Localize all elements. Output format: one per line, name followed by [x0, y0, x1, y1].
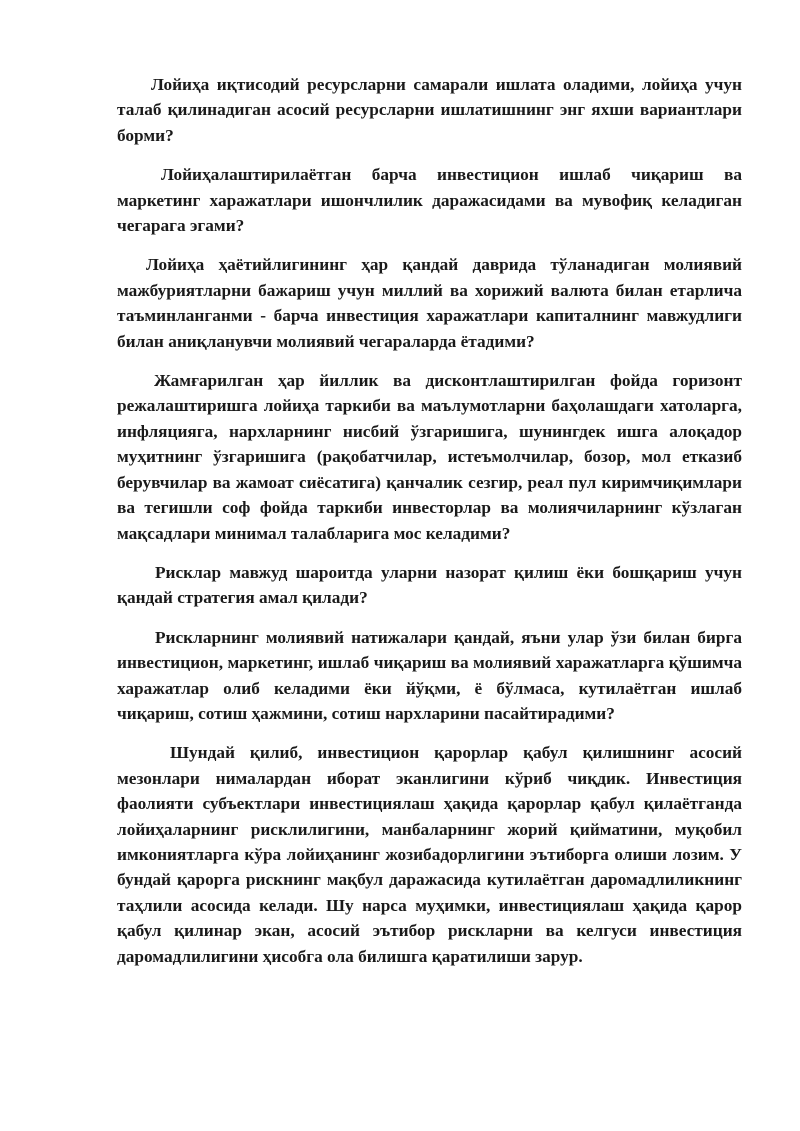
paragraph-5: Рисклар мавжуд шароитда уларни назорат қилиш ёки бошқариш учун қандай стратегия амал қилади? [117, 562, 742, 608]
paragraph-6: Рискларнинг молиявий натижалари қандай, яъни улар ўзи билан бирга инвестицион, маркетинг, ишлаб чиқариш ва молиявий харажатларга қўшимча харажатлар олиб келадими ёки йўқми, ё бўлмаса, кутилаётган ишлаб чиқариш, сотиш ҳажмини, сотиш нархларини пасайтирадими? [117, 627, 742, 723]
paragraph-4: Жамғарилган ҳар йиллик ва дисконтлаштирилган фойда горизонт режалаштиришга лойиҳа таркиби ва маълумотларни баҳолашдаги хатоларга, инфляцияга, нархларнинг нисбий ўзгаришига, шунингдек ишга алоқадор муҳитнинг ўзгаришига (рақобатчилар, истеъмолчилар, бозор, мол етказиб берувчилар ва жамоат сиёсатига) қанчалик сезгир, реал пул киримчиқимлари ва тегишли соф фойда таркиби инвесторлар ва молиячиларнинг кўзлаган мақсадлари минимал талабларига мос келадими? [117, 371, 742, 543]
paragraph-2: Лойиҳалаштирилаётган барча инвестицион ишлаб чиқариш ва маркетинг харажатлари ишончлилик даражасидами ва мувофиқ келадиган чегарага эгами? [117, 165, 742, 236]
paragraph-1: Лойиҳа иқтисодий ресурсларни самарали ишлата оладими, лойиҳа учун талаб қилинадиган асосий ресурсларни ишлатишнинг энг яхши вариантлари борми? [117, 75, 742, 145]
paragraph-7: Шундай қилиб, инвестицион қарорлар қабул қилишнинг асосий мезонлари нималардан иборат эканлигини кўриб чиқдик. Инвестиция фаолияти субъектлари инвестициялаш ҳақида қарорлар қабул қилаётганда лойиҳаларнинг рисклилигини, манбаларнинг жорий қийматини, муқобил имкониятларга кўра лойиҳанинг жозибадорлигини эътиборга олиши лозим. У бундай қарорга рискнинг мақбул даражасида кутилаётган даромадлиликнинг таҳлили асосида келади. Шу нарса муҳимки, инвестициялаш ҳақида қарор қабул қилинар экан, асосий эътибор рискларни ва келгуси инвестиция даромадлилигини ҳисобга ола билишга қаратилиши зарур. [117, 743, 742, 966]
document-body [117, 72, 742, 969]
paragraph-3: Лойиҳа ҳаётийлигининг ҳар қандай даврида тўланадиган молиявий мажбуриятларни бажариш учун миллий ва хорижий валюта билан етарлича таъминланганми - барча инвестиция харажатлари капиталнинг мавжудлиги билан аниқланувчи молиявий чегараларда ётадими? [117, 255, 742, 351]
